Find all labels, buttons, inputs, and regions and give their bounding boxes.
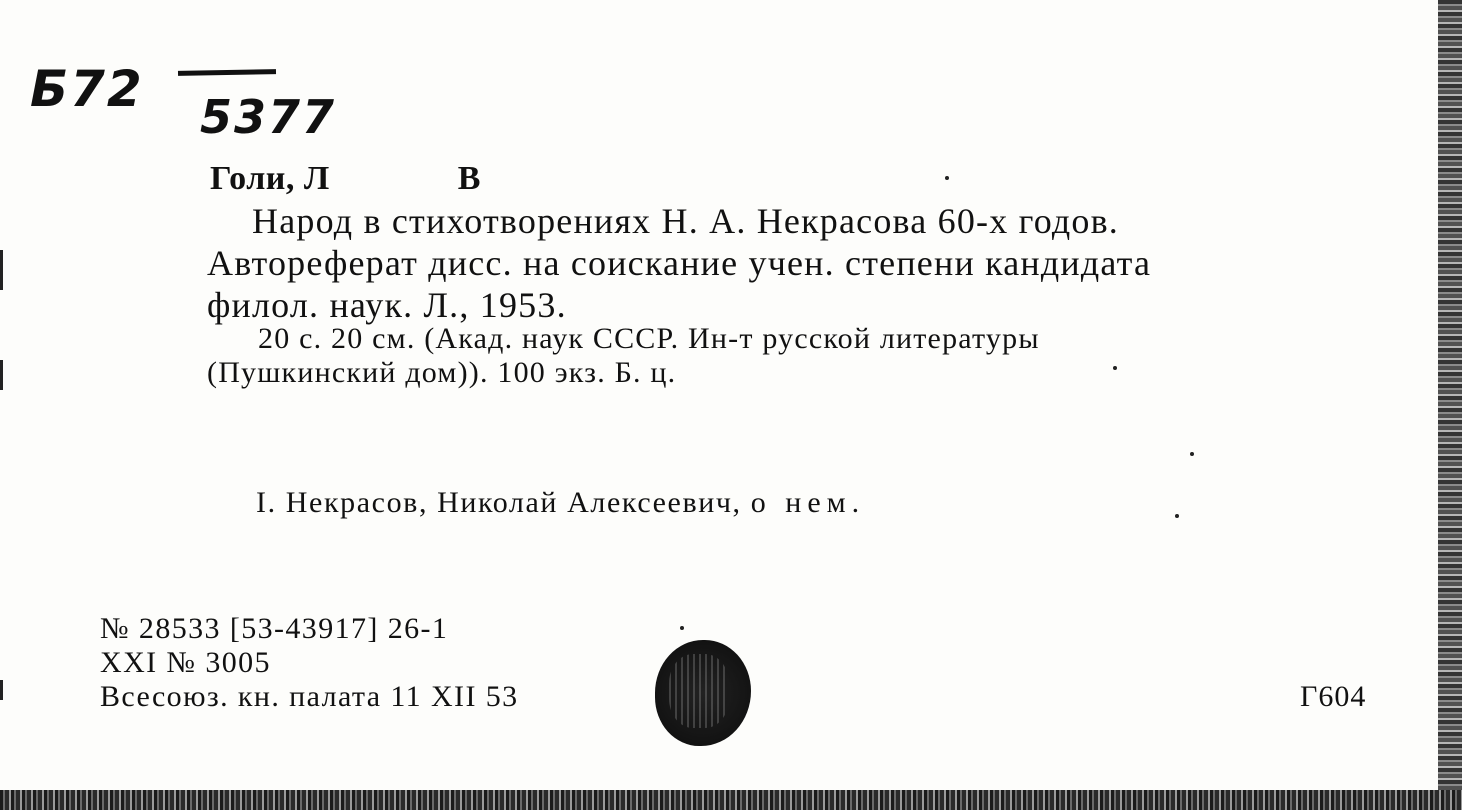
author-surname: Голи, Л	[210, 160, 330, 197]
left-edge-mark	[0, 360, 3, 390]
title-line-2: Автореферат дисс. на соискание учен. степени кандидата	[207, 243, 1152, 283]
collation-line-2: (Пушкинский дом)). 100 экз. Б. ц.	[207, 356, 677, 389]
punch-hole	[655, 640, 751, 746]
card-bottom-edge	[0, 790, 1462, 810]
title-line-1: Народ в стихотворениях Н. А. Некрасова 60-х годов.	[252, 201, 1119, 241]
shelfmark-prefix: Б72	[30, 60, 144, 118]
ink-speck	[680, 626, 684, 630]
price-code: Г604	[1300, 680, 1367, 713]
shelfmark-number: 5377	[200, 90, 337, 144]
ink-speck	[1190, 452, 1194, 456]
card-right-edge	[1438, 0, 1462, 790]
author-heading	[210, 160, 481, 198]
card-number-line-2: XXI № 3005	[100, 646, 271, 679]
subject-heading	[256, 486, 865, 520]
title-line-3: филол. наук. Л., 1953.	[207, 285, 567, 325]
ink-speck	[1113, 366, 1117, 370]
card-number-line-1: № 28533 [53-43917] 26-1	[100, 612, 449, 645]
ink-speck	[945, 176, 949, 180]
collation-line-1: 20 с. 20 см. (Акад. наук СССР. Ин-т русской литературы	[258, 322, 1040, 355]
left-edge-mark	[0, 680, 3, 700]
ink-speck	[1175, 514, 1179, 518]
author-initial: В	[457, 160, 481, 197]
left-edge-mark	[0, 250, 3, 290]
subject-name: I. Некрасов, Николай Алексеевич,	[256, 486, 742, 519]
subject-qualifier: о нем.	[750, 486, 866, 519]
card-number-line-3: Всесоюз. кн. палата 11 XII 53	[100, 680, 519, 713]
shelfmark-overline	[178, 69, 276, 76]
